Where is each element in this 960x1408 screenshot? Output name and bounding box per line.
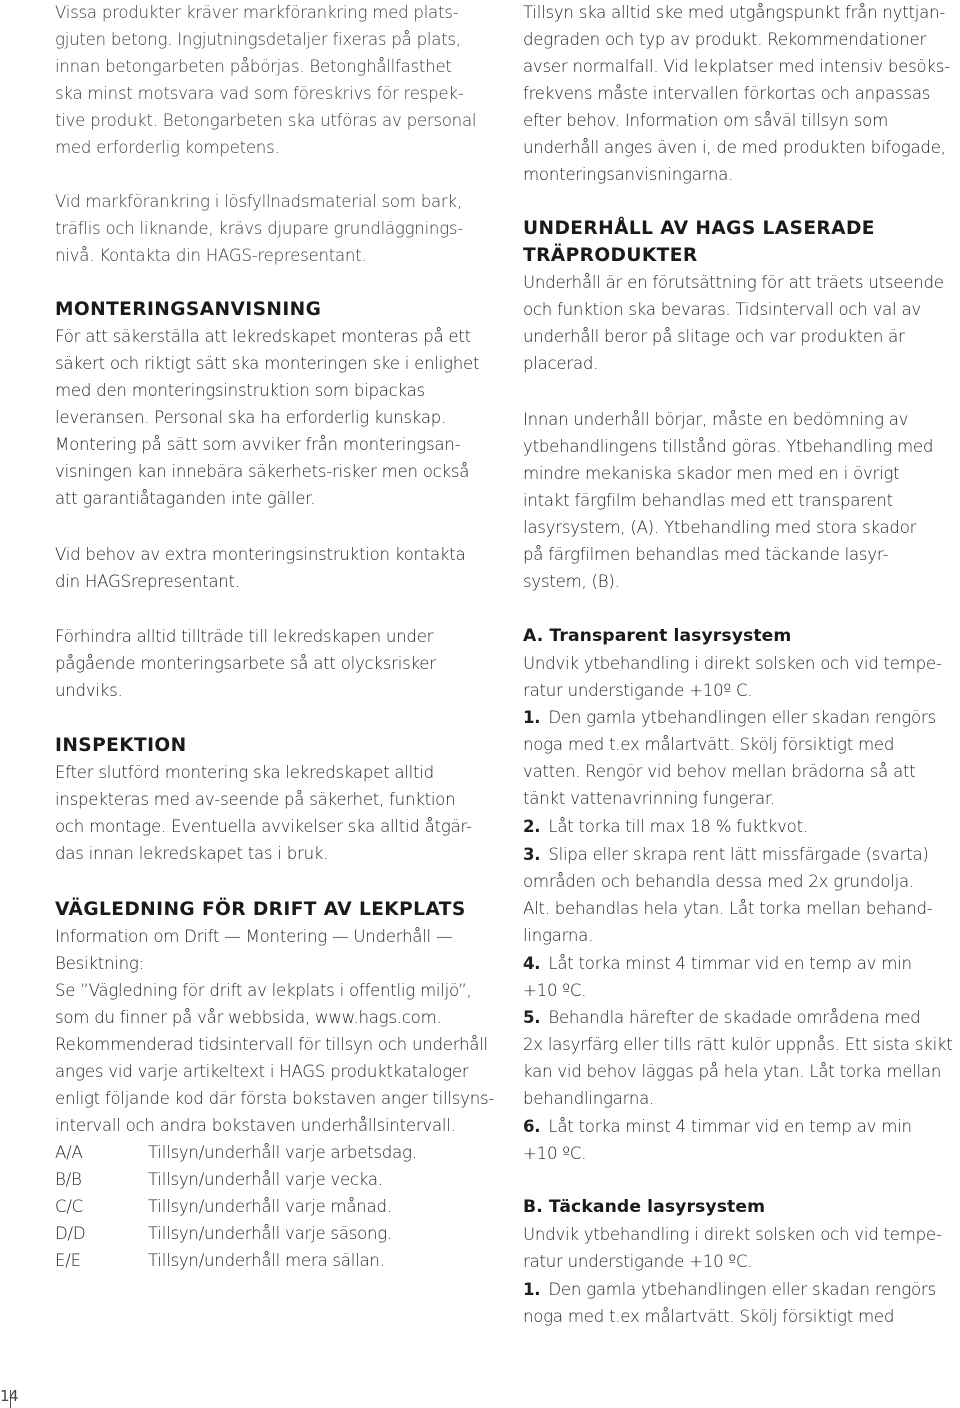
underhall-line: ytbehandlingens tillstånd göras. Ytbehandling med xyxy=(523,437,934,456)
tillsyn-line: efter behov. Information om såväl tillsyn som xyxy=(523,111,888,130)
step-line: kan vid behov läggas på hela ytan. Låt torka mellan xyxy=(523,1062,942,1081)
intro-line: nivå. Kontakta din HAGS-representant. xyxy=(55,246,367,265)
step-item xyxy=(523,841,929,868)
vagledning-line: Se ”Vägledning för drift av lekplats i offentlig miljö”, xyxy=(55,981,472,1000)
step-item xyxy=(523,1113,912,1140)
underhall-line: på färgfilmen behandlas med täckande lasyr- xyxy=(523,545,889,564)
interval-code-row xyxy=(55,1220,392,1247)
underhall-line: intakt färgfilm behandlas med ett transparent xyxy=(523,491,893,510)
vagledning-line: Information om Drift — Montering — Underhåll — xyxy=(55,927,453,946)
step-item xyxy=(523,704,936,731)
interval-code-row xyxy=(55,1166,383,1193)
interval-description: Tillsyn/underhåll varje säsong. xyxy=(148,1224,393,1243)
step-text: Den gamla ytbehandlingen eller skadan rengörs xyxy=(548,708,936,727)
vagledning-line: intervall och andra bokstaven underhållsintervall. xyxy=(55,1116,456,1135)
step-line: vatten. Rengör vid behov mellan brädorna så att xyxy=(523,762,916,781)
section-a-line: ratur understigande +10º C. xyxy=(523,681,753,700)
vagledning-line: enligt följande kod där första bokstaven anger tillsyns- xyxy=(55,1089,495,1108)
montering-line: För att säkerställa att lekredskapet monteras på ett xyxy=(55,327,471,346)
section-heading-vagledning: VÄGLEDNING FÖR DRIFT AV LEKPLATS xyxy=(55,899,466,920)
step-line: noga med t.ex målartvätt. Skölj försiktigt med xyxy=(523,735,895,754)
inspektion-line: och montage. Eventuella avvikelser ska alltid åtgär- xyxy=(55,817,472,836)
tillsyn-line: degraden och typ av produkt. Rekommendationer xyxy=(523,30,927,49)
step-line: +10 ºC. xyxy=(523,1144,587,1163)
step-number: 1. xyxy=(523,1280,541,1299)
montering-line: Montering på sätt som avviker från monteringsan- xyxy=(55,435,461,454)
step-line: behandlingarna. xyxy=(523,1089,655,1108)
interval-code: C/C xyxy=(55,1197,84,1216)
tillsyn-line: Tillsyn ska alltid ske med utgångspunkt från nyttjan- xyxy=(523,3,945,22)
intro-line: tive produkt. Betongarbeten ska utföras av personal xyxy=(55,111,477,130)
vagledning-line: anges vid varje artikeltext i HAGS produktkataloger xyxy=(55,1062,469,1081)
intro-line: träflis och liknande, krävs djupare grundläggnings- xyxy=(55,219,464,238)
underhall-line: Underhåll är en förutsättning för att träets utseende xyxy=(523,273,944,292)
montering-line: med den monteringsinstruktion som bipackas xyxy=(55,381,425,400)
step-item xyxy=(523,950,912,977)
inspektion-line: das innan lekredskapet tas i bruk. xyxy=(55,844,329,863)
interval-code-row xyxy=(55,1193,392,1220)
montering-line: säkert och riktigt sätt ska monteringen ske i enlighet xyxy=(55,354,480,373)
inspektion-line: inspekteras med av-seende på säkerhet, funktion xyxy=(55,790,456,809)
step-item xyxy=(523,1276,936,1303)
montering-line: Förhindra alltid tillträde till lekredskapen under xyxy=(55,627,434,646)
montering-line: visningen kan innebära säkerhets-risker men också xyxy=(55,462,470,481)
step-line: områden och behandla dessa med 2x grundolja. xyxy=(523,872,914,891)
intro-line: med erforderlig kompetens. xyxy=(55,138,280,157)
step-line: noga med t.ex målartvätt. Skölj försiktigt med xyxy=(523,1307,895,1326)
intro-line: Vissa produkter kräver markförankring med plats- xyxy=(55,3,459,22)
page-number: 14 xyxy=(0,1387,19,1405)
section-heading-montering: MONTERINGSANVISNING xyxy=(55,299,322,320)
step-text: Låt torka minst 4 timmar vid en temp av min xyxy=(548,954,912,973)
interval-code: D/D xyxy=(55,1224,86,1243)
step-number: 4. xyxy=(523,954,541,973)
interval-description: Tillsyn/underhåll varje månad. xyxy=(148,1197,392,1216)
underhall-line: och funktion ska bevaras. Tidsintervall och val av xyxy=(523,300,921,319)
interval-code: E/E xyxy=(55,1251,81,1270)
underhall-line: underhåll beror på slitage och var produkten är xyxy=(523,327,905,346)
step-line: 2x lasyrfärg eller tills rätt kulör uppnås. Ett sista skikt xyxy=(523,1035,953,1054)
vagledning-line: Besiktning: xyxy=(55,954,144,973)
subheading-tackande: B. Täckande lasyrsystem xyxy=(523,1197,766,1217)
section-heading-underhall: UNDERHÅLL AV HAGS LASERADE xyxy=(523,218,875,239)
step-text: Den gamla ytbehandlingen eller skadan rengörs xyxy=(548,1280,936,1299)
underhall-line: mindre mekaniska skador men med en i övrigt xyxy=(523,464,900,483)
interval-code-row xyxy=(55,1139,417,1166)
step-number: 6. xyxy=(523,1117,541,1136)
tillsyn-line: underhåll anges även i, de med produkten bifogade, xyxy=(523,138,946,157)
step-line: lingarna. xyxy=(523,926,594,945)
section-heading-inspektion: INSPEKTION xyxy=(55,735,187,756)
step-number: 3. xyxy=(523,845,541,864)
section-b-line: ratur understigande +10 ºC. xyxy=(523,1252,753,1271)
montering-line: pågående monteringsarbete så att olycksrisker xyxy=(55,654,436,673)
montering-line: Vid behov av extra monteringsinstruktion kontakta xyxy=(55,545,466,564)
underhall-line: lasyrsystem, (A). Ytbehandling med stora skador xyxy=(523,518,917,537)
step-number: 5. xyxy=(523,1008,541,1027)
step-text: Slipa eller skrapa rent lätt missfärgade (svarta) xyxy=(548,845,929,864)
step-item xyxy=(523,1004,920,1031)
intro-line: Vid markförankring i lösfyllnadsmaterial som bark, xyxy=(55,192,462,211)
underhall-line: placerad. xyxy=(523,354,599,373)
interval-description: Tillsyn/underhåll varje vecka. xyxy=(148,1170,383,1189)
vagledning-line: Rekommenderad tidsintervall för tillsyn och underhåll xyxy=(55,1035,488,1054)
inspektion-line: Efter slutförd montering ska lekredskapet alltid xyxy=(55,763,434,782)
tillsyn-line: avser normalfall. Vid lekplatser med intensiv besöks- xyxy=(523,57,950,76)
step-line: Alt. behandlas hela ytan. Låt torka mellan behand- xyxy=(523,899,933,918)
section-b-line: Undvik ytbehandling i direkt solsken och vid tempe- xyxy=(523,1225,942,1244)
intro-line: ska minst motsvara vad som föreskrivs för respek- xyxy=(55,84,464,103)
step-text: Låt torka till max 18 % fuktkvot. xyxy=(548,817,808,836)
step-text: Låt torka minst 4 timmar vid en temp av min xyxy=(548,1117,912,1136)
section-a-line: Undvik ytbehandling i direkt solsken och vid tempe- xyxy=(523,654,942,673)
interval-code: A/A xyxy=(55,1143,83,1162)
montering-line: din HAGSrepresentant. xyxy=(55,572,240,591)
montering-line: att garantiåtaganden inte gäller. xyxy=(55,489,316,508)
subheading-transparent: A. Transparent lasyrsystem xyxy=(523,626,792,646)
step-line: tänkt vattenavrinning fungerar. xyxy=(523,789,775,808)
interval-description: Tillsyn/underhåll mera sällan. xyxy=(148,1251,385,1270)
montering-line: undviks. xyxy=(55,681,123,700)
step-text: Behandla härefter de skadade områdena med xyxy=(548,1008,921,1027)
tillsyn-line: monteringsanvisningarna. xyxy=(523,165,734,184)
intro-line: innan betongarbeten påbörjas. Betonghållfasthet xyxy=(55,57,452,76)
step-line: +10 ºC. xyxy=(523,981,587,1000)
underhall-line: system, (B). xyxy=(523,572,620,591)
interval-code-row xyxy=(55,1247,385,1274)
intro-line: gjuten betong. Ingjutningsdetaljer fixeras på plats, xyxy=(55,30,461,49)
vagledning-line: som du finner på vår webbsida, www.hags.com. xyxy=(55,1008,442,1027)
interval-code: B/B xyxy=(55,1170,82,1189)
montering-line: leveransen. Personal ska ha erforderlig kunskap. xyxy=(55,408,447,427)
underhall-line: Innan underhåll börjar, måste en bedömning av xyxy=(523,410,909,429)
step-number: 1. xyxy=(523,708,541,727)
section-heading-underhall: TRÄPRODUKTER xyxy=(523,245,698,266)
tillsyn-line: frekvens måste intervallen förkortas och anpassas xyxy=(523,84,931,103)
step-item xyxy=(523,813,808,840)
interval-description: Tillsyn/underhåll varje arbetsdag. xyxy=(148,1143,417,1162)
step-number: 2. xyxy=(523,817,541,836)
